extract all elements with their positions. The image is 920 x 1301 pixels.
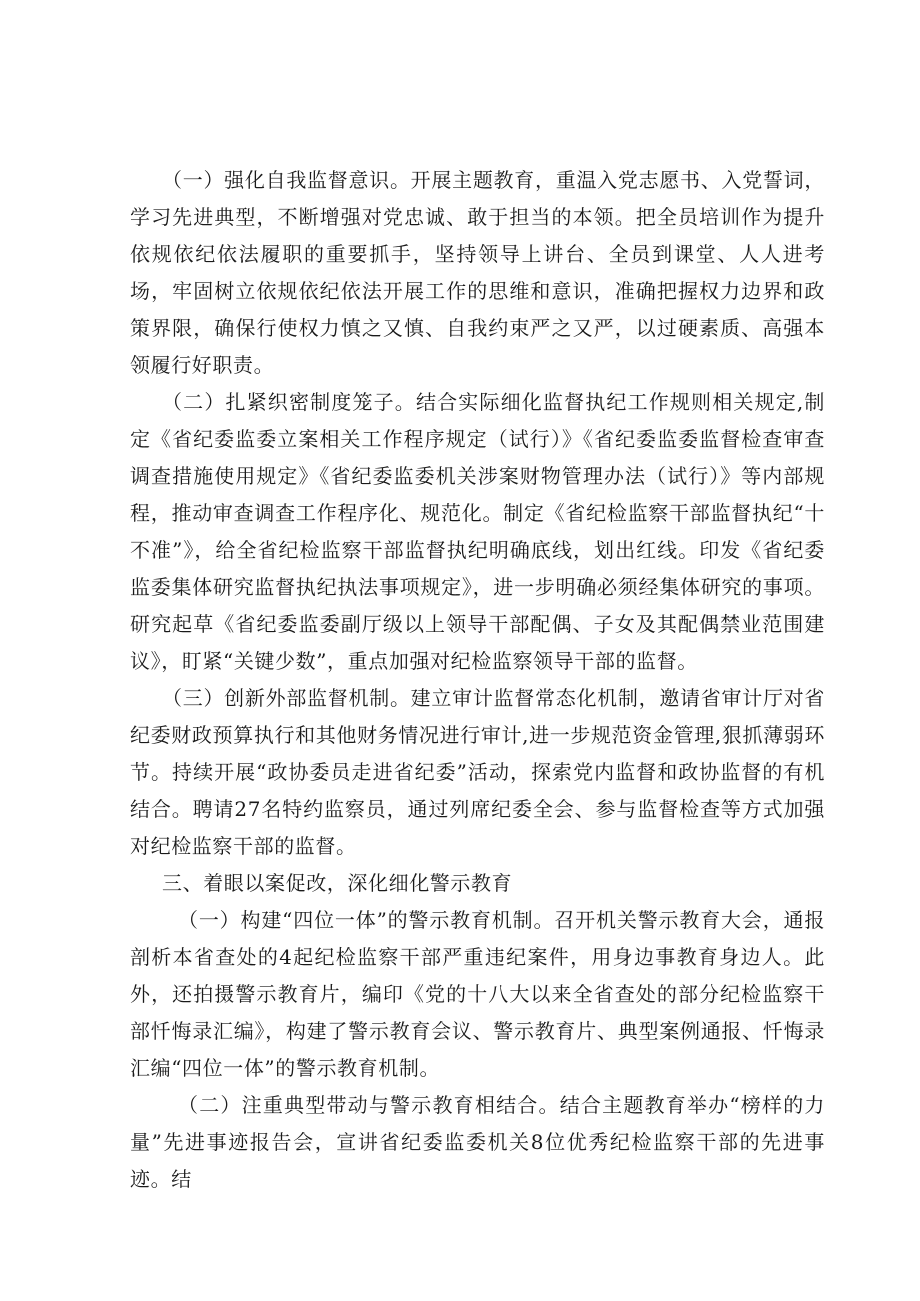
paragraph-self-supervision: （一）强化自我监督意识。开展主题教育，重温入党志愿书、入党誓词，学习先进典型，不断增强对党忠诚、敢于担当的本领。把全员培训作为提升依规依纪依法履职的重要抓手，坚持领导上讲台、全员到课堂、人人进考场，牢固树立依规依纪依法开展工作的思维和意识，准确把握权力边界和政策界限，确保行使权力慎之又慎、自我约束严之又严，以过硬素质、高强本领履行好职责。 [130, 168, 825, 377]
paragraph-role-models: （二）注重典型带动与警示教育相结合。结合主题教育举办“榜样的力量”先进事迹报告会，宣讲省纪委监委机关8位优秀纪检监察干部的先进事迹。结 [130, 1093, 825, 1191]
paragraph-external-supervision: （三）创新外部监督机制。建立审计监督常态化机制，邀请省审计厅对省纪委财政预算执行和其他财务情况进行审计,进一步规范资金管理,狠抓薄弱环节。持续开展“政协委员走进省纪委”活动，探索党内监督和政协监督的有机结合。聘请27名特约监察员，通过列席纪委全会、参与监督检查等方式加强对纪检监察干部的监督。 [130, 686, 825, 858]
document-body [130, 162, 825, 1198]
section-heading-warning-education: 三、着眼以案促改，深化细化警示教育 [162, 871, 513, 895]
paragraph-four-in-one: （一）构建“四位一体”的警示教育机制。召开机关警示教育大会，通报剖析本省查处的4起纪检监察干部严重违纪案件，用身边事教育身边人。此外，还拍摄警示教育片，编印《党的十八大以来全省查处的部分纪检监察干部忏悔录汇编》，构建了警示教育会议、警示教育片、典型案例通报、忏悔录汇编“四位一体”的警示教育机制。 [130, 908, 825, 1080]
paragraph-institutional-cage: （二）扎紧织密制度笼子。结合实际细化监督执纪工作规则相关规定,制定《省纪委监委立案相关工作程序规定（试行）》《省纪委监委监督检查审查调查措施使用规定》《省纪委监委机关涉案财物管理办法（试行）》等内部规程，推动审查调查工作程序化、规范化。制定《省纪检监察干部监督执纪“十不准”》，给全省纪检监察干部监督执纪明确底线，划出红线。印发《省纪委监委集体研究监督执纪执法事项规定》，进一步明确必须经集体研究的事项。研究起草《省纪委监委副厅级以上领导干部配偶、子女及其配偶禁业范围建议》，盯紧“关键少数”，重点加强对纪检监察领导干部的监督。 [130, 390, 825, 673]
